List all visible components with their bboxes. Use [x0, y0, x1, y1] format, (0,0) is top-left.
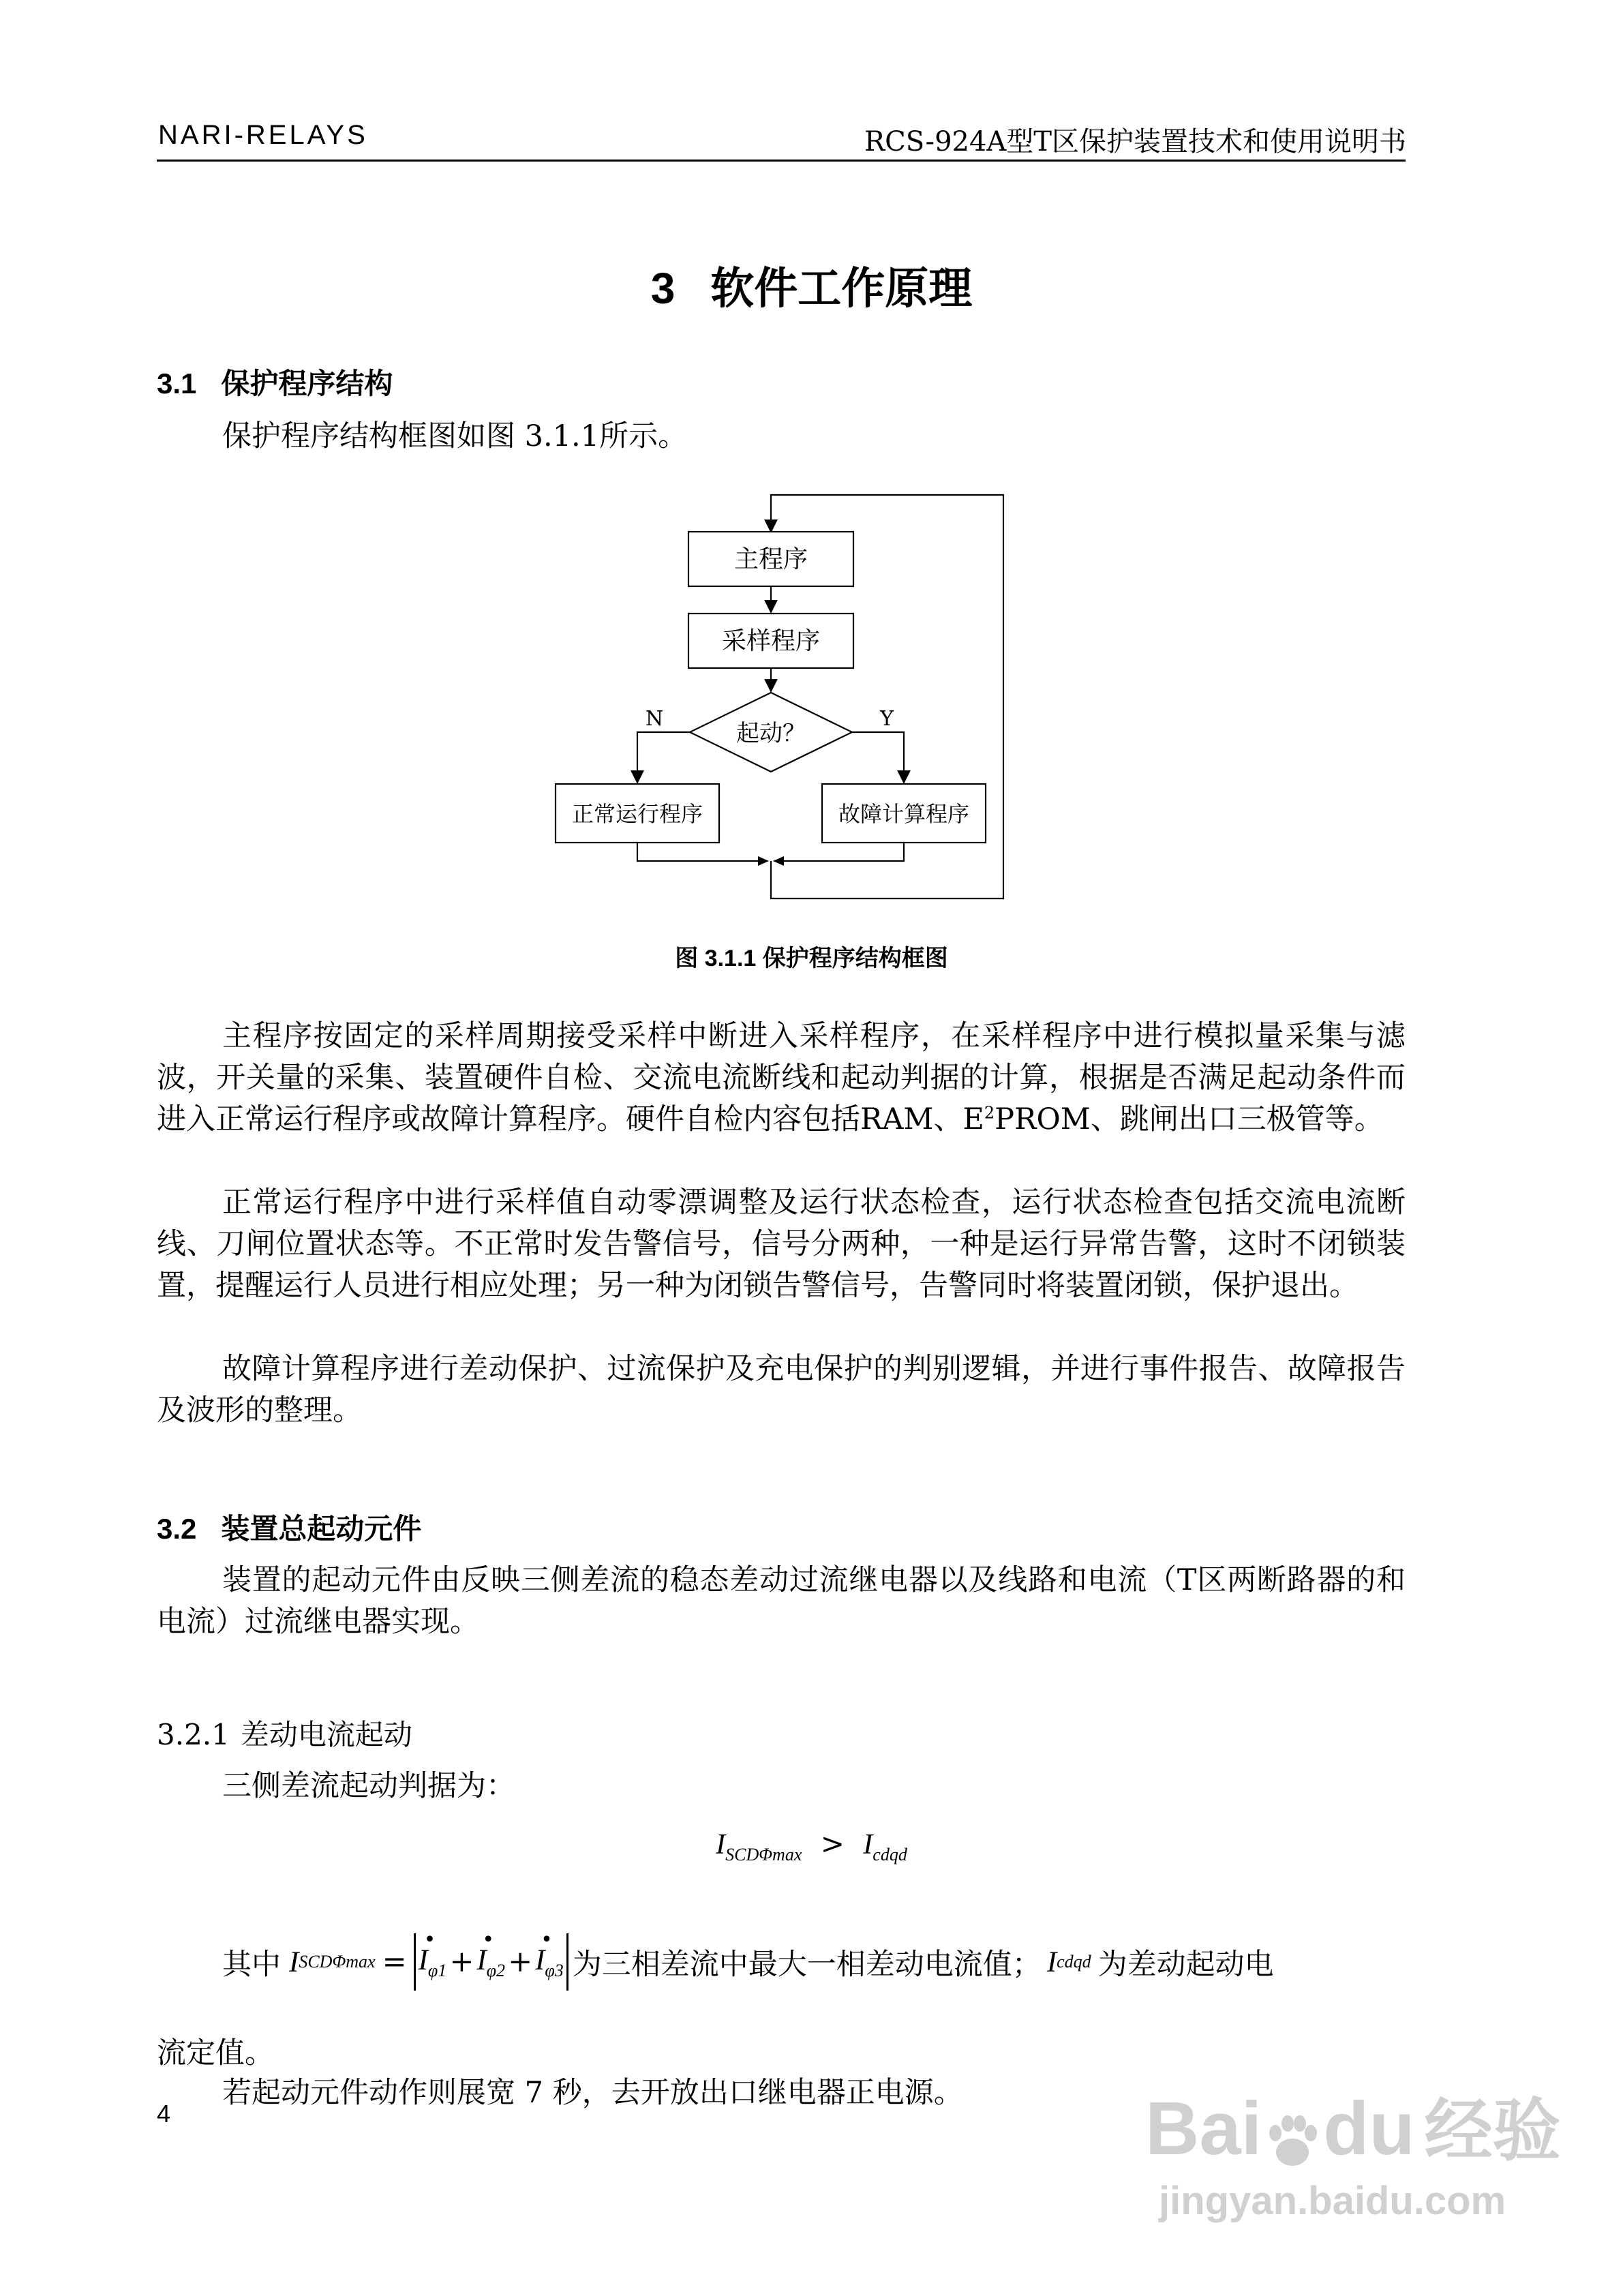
page-number: 4: [157, 2100, 171, 2128]
header-rule: [157, 160, 1406, 162]
superscript-2: 2: [984, 1103, 995, 1123]
baidu-jingyan-watermark: [1132, 2049, 1609, 2253]
section-3-2-heading: [157, 1507, 421, 1547]
section-3-1-intro: 保护程序结构框图如图 3.1.1所示。: [222, 419, 688, 453]
flowchart: [539, 489, 1016, 912]
watermark-logo: Bai du 经验: [1145, 2087, 1561, 2171]
formula-lhs-symbol: I: [716, 1829, 726, 1860]
def-lhs-subscript: SCDΦmax: [299, 1952, 376, 1972]
formula-rhs-subscript: cdqd: [873, 1845, 907, 1864]
where-prefix: 其中: [222, 1947, 281, 1982]
formula-lhs-subscript: SCDΦmax: [725, 1845, 802, 1864]
watermark-url: jingyan.baidu.com: [1159, 2179, 1506, 2223]
formula-startup-criterion: [0, 1827, 1623, 1865]
yes-label: Y: [880, 707, 894, 731]
def-equals: =: [382, 1945, 407, 1979]
box-main-program-label: 主程序: [733, 545, 808, 573]
abs-value-bars: • $I_{\varphi 1}$ + • $I_{\varphi 2}$ + • $I_{\varphi 3}$: [414, 1933, 568, 1991]
phasor-term-1: • $I_{\varphi 1}$: [418, 1928, 447, 1980]
box-sampling-program-label: 采样程序: [721, 627, 821, 655]
chapter-number: 3: [650, 264, 676, 313]
setting-description: 为差动起动电: [1097, 1947, 1274, 1982]
formula-definition-line: [222, 1928, 1274, 1989]
merge-arrowhead-right: [773, 856, 784, 866]
setting-symbol: I: [1046, 1946, 1057, 1978]
chapter-title: [0, 254, 1623, 316]
chapter-title-text: 软件工作原理: [710, 264, 973, 313]
paragraph-main-program-a: 主程序按固定的采样周期接受采样中断进入采样程序，在采样程序中进行模拟量采集与滤波，开关量的采集、装置硬件自检、交流电流断线和起动判据的计算，根据是否满足起动条件而进入正常运行程序或故障计算程序。硬件自检内容包括RAM、E: [157, 1019, 1406, 1136]
paragraph-main-program-b: PROM、跳闸出口三极管等。: [995, 1102, 1384, 1136]
phasor-term-3: • $I_{\varphi 3}$: [535, 1928, 564, 1980]
section-3-1-heading: [157, 361, 393, 402]
paragraph-normal-program: 正常运行程序中进行采样值自动零漂调整及运行状态检查，运行状态检查包括交流电流断线、刀闸位置状态等。不正常时发告警信号，信号分两种，一种是运行异常告警，这时不闭锁装置，提醒运行人员进行相应处理；另一种为闭锁告警信号，告警同时将装置闭锁，保护退出。: [157, 1185, 1406, 1303]
paw-icon: [1262, 2104, 1323, 2165]
setting-subscript: cdqd: [1057, 1952, 1091, 1972]
section-3-2-1-title: 差动电流起动: [240, 1718, 412, 1751]
paragraph-main-program: [157, 1016, 1406, 1141]
decision-label: 起动？: [736, 720, 806, 747]
section-3-1-title: 保护程序结构: [221, 367, 393, 399]
def-lhs-symbol: I: [289, 1946, 299, 1978]
phasor-term-2: • $I_{\varphi 2}$: [476, 1928, 506, 1980]
section-3-2-number: 3.2: [157, 1513, 197, 1545]
formula-definition-continuation: 流定值。: [157, 2036, 274, 2070]
paragraph-startup-extension: 若起动元件动作则展宽 7 秒，去开放出口继电器正电源。: [222, 2076, 963, 2110]
section-3-2-title: 装置总起动元件: [221, 1513, 422, 1545]
paragraph-fault-program: 故障计算程序进行差动保护、过流保护及充电保护的判别逻辑，并进行事件报告、故障报告及波形的整理。: [157, 1352, 1406, 1428]
no-label: N: [645, 707, 664, 731]
merge-right: [779, 843, 904, 861]
def-description: 为三相差流中最大一相差动电流值；: [572, 1947, 1042, 1982]
connector-y-branch: [852, 732, 904, 783]
section-3-2-1-heading: [157, 1712, 412, 1753]
header-brand: NARI-RELAYS: [158, 120, 368, 150]
section-3-2-1-number: 3.2.1: [157, 1718, 230, 1751]
box-fault-program-label: 故障计算程序: [838, 801, 970, 827]
merge-arrowhead-left: [758, 856, 769, 866]
merge-left: [637, 843, 763, 861]
section-3-2-text: 装置的起动元件由反映三侧差流的稳态差动过流继电器以及线路和电流（T区两断路器的和电流）过流继电器实现。: [157, 1563, 1406, 1639]
section-3-1-number: 3.1: [157, 367, 197, 399]
figure-caption: 图 3.1.1 保护程序结构框图: [675, 946, 948, 971]
header-manual-title: RCS-924A型T区保护装置技术和使用说明书: [864, 126, 1406, 157]
box-normal-program-label: 正常运行程序: [571, 801, 703, 827]
formula-operator: >: [820, 1827, 845, 1860]
section-3-2-1-intro: 三侧差流起动判据为：: [222, 1769, 515, 1803]
formula-rhs-symbol: I: [863, 1829, 873, 1860]
connector-n-branch: [637, 732, 690, 783]
